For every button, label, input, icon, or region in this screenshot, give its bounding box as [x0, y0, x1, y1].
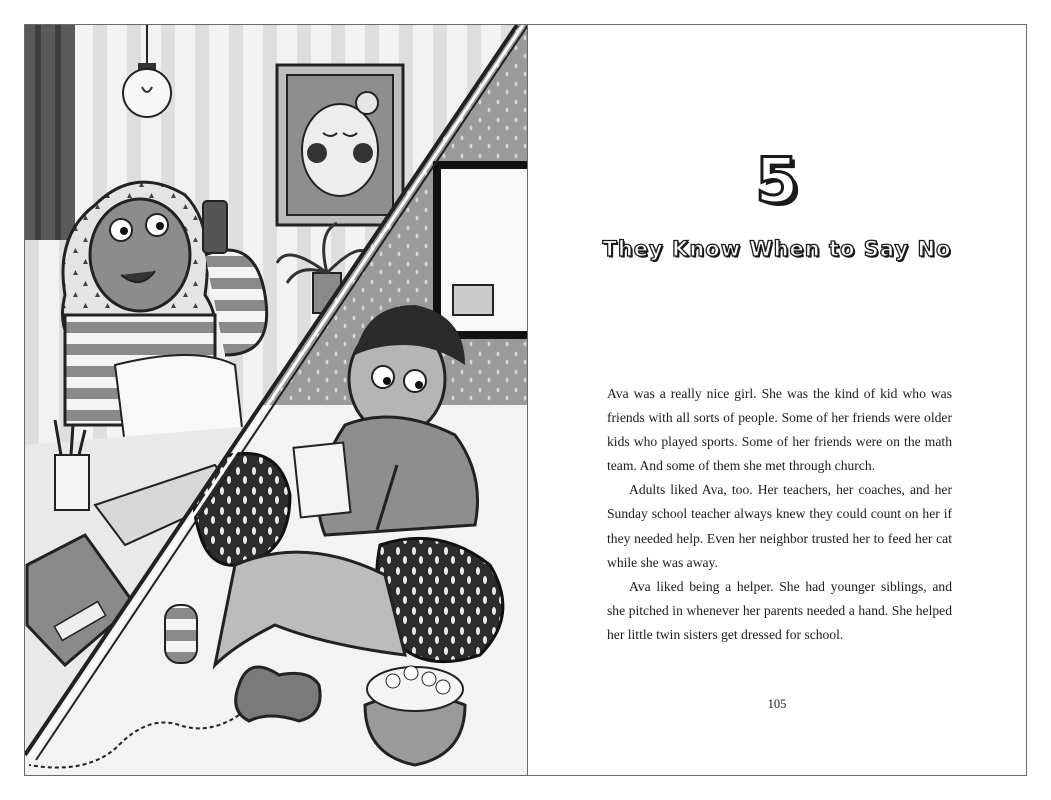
- page-number: 105: [767, 697, 787, 711]
- paragraph: Ava was a really nice girl. She was the kind of kid who was friends with all sorts of people. Some of her friends were older kids who played sports. Some of her friends were on the math team. And some of them she met through church.: [607, 386, 952, 474]
- book-spread: [24, 24, 1027, 776]
- chapter-number: 5: [755, 144, 799, 217]
- body-text: [607, 382, 952, 647]
- illustration-icon: [25, 25, 527, 775]
- text-page: [528, 25, 1026, 775]
- paragraph: Ava liked being a helper. She had younger siblings, and she pitched in whenever her parents needed a hand. She helped her little twin sisters get dressed for school.: [607, 578, 952, 642]
- paragraph: Adults liked Ava, too. Her teachers, her coaches, and her Sunday school teacher always knew they could count on her if they needed help. Even her neighbor trusted her to feed her cat while she was away.: [607, 482, 952, 570]
- illustration-page: [25, 25, 528, 775]
- chapter-title: They Know When to Say No: [602, 237, 952, 261]
